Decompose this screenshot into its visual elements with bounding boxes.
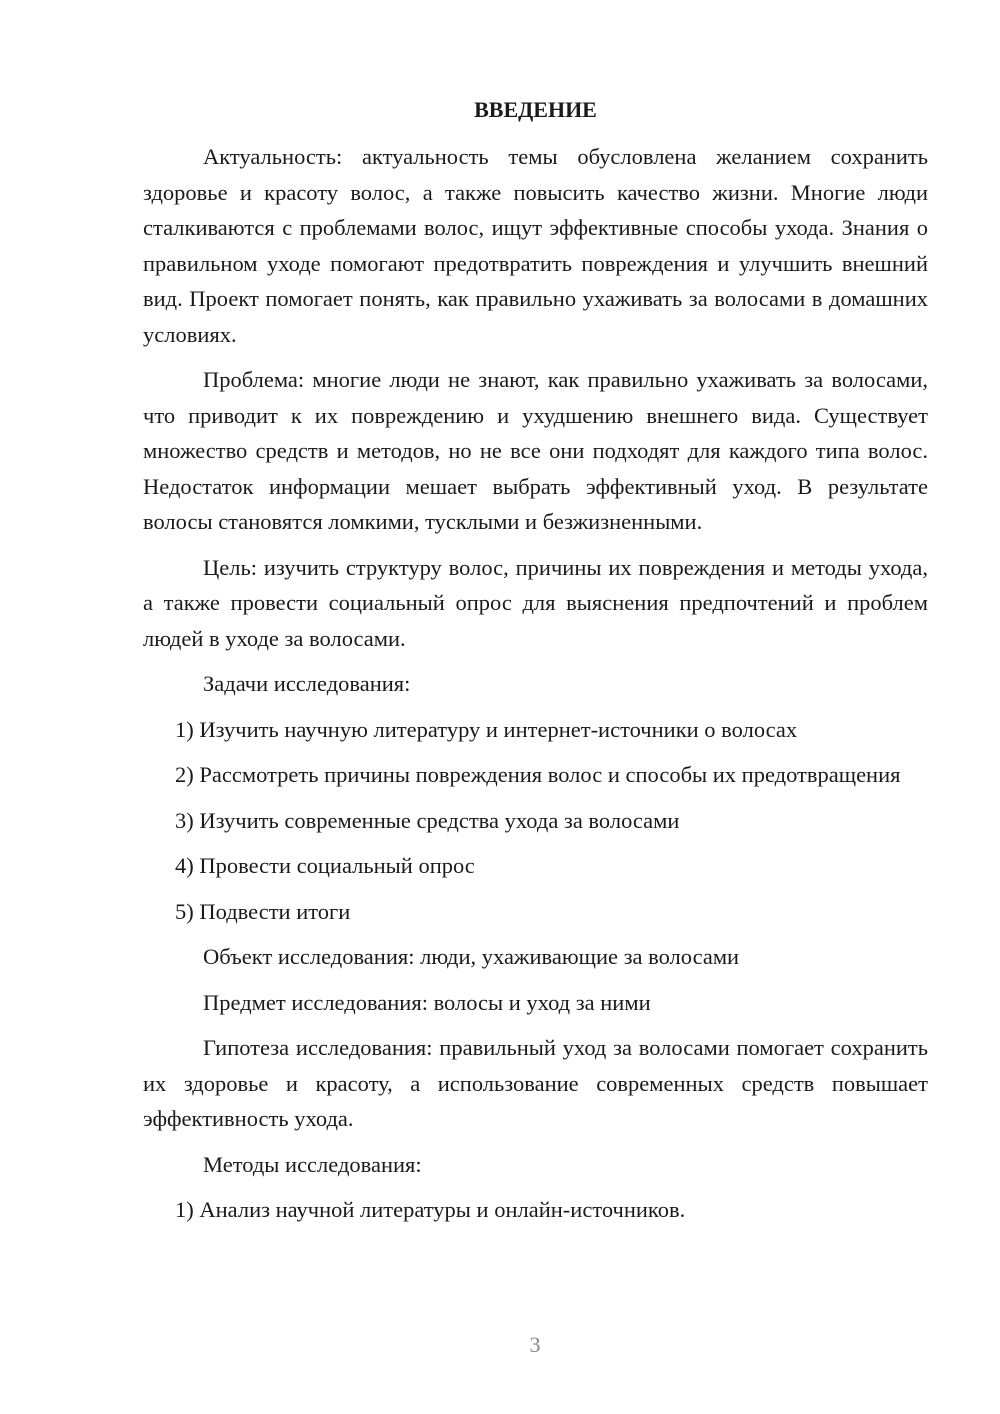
method-item: 1) Анализ научной литературы и онлайн-источников. (175, 1197, 686, 1222)
task-item: 3) Изучить современные средства ухода за волосами (175, 807, 680, 833)
object-paragraph: Объект исследования: люди, ухаживающие за волосами (203, 944, 740, 969)
methods-heading: Методы исследования: (203, 1151, 422, 1177)
task-item: 2) Рассмотреть причины повреждения волос и способы их предотвращения (175, 762, 901, 787)
relevance-paragraph: Актуальность: актуальность темы обусловлена желанием сохранить здоровье и красоту волос, а также повысить качество жизни. Многие люди сталкиваются с проблемами волос, ищут эффективные способы ухода. Знания о правильном уходе помогают предотвратить повреждения и улучшить внешний вид. Проект помогает понять, как правильно ухаживать за волосами в домашних условиях. (143, 144, 928, 347)
task-item: 5) Подвести итоги (175, 898, 351, 924)
hypothesis-paragraph: Гипотеза исследования: правильный уход за волосами помогает сохранить их здоровье и красоту, а использование современных средств повышает эффективность ухода. (143, 1035, 928, 1131)
page-title: ВВЕДЕНИЕ (474, 97, 597, 122)
task-item: 4) Провести социальный опрос (175, 853, 475, 878)
problem-paragraph: Проблема: многие люди не знают, как правильно ухаживать за волосами, что приводит к их повреждению и ухудшению внешнего вида. Существует множество средств и методов, но не все они подходят для каждого типа волос. Недостаток информации мешает выбрать эффективный уход. В результате волосы становятся ломкими, тусклыми и безжизненными. (143, 367, 928, 534)
page-number: 3 (529, 1332, 541, 1357)
subject-paragraph: Предмет исследования: волосы и уход за ними (203, 989, 651, 1015)
tasks-heading: Задачи исследования: (203, 671, 411, 696)
goal-paragraph: Цель: изучить структуру волос, причины их повреждения и методы ухода, а также провести социальный опрос для выяснения предпочтений и проблем людей в уходе за волосами. (143, 554, 928, 651)
document-page (143, 90, 928, 1238)
task-item: 1) Изучить научную литературу и интернет-источники о волосах (175, 716, 798, 742)
